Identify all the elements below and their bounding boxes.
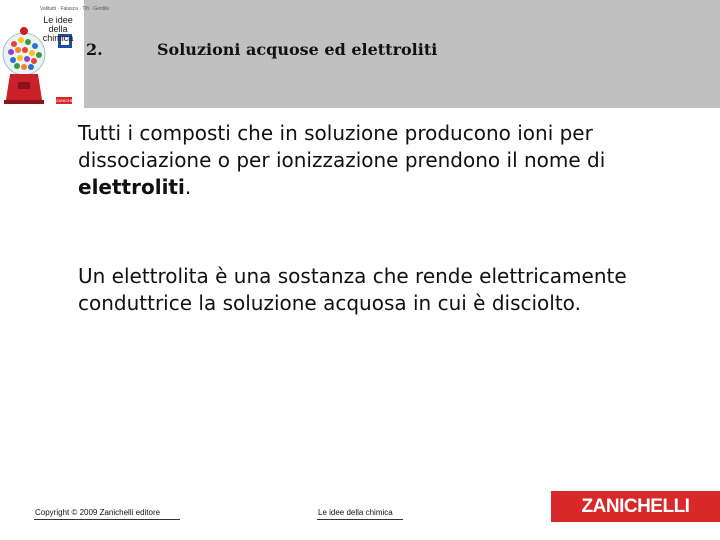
bold-term: elettroliti — [78, 175, 185, 199]
book-cover-image — [0, 0, 110, 108]
cover-authors: Valitutti · Falasca · Tifi · Gentile — [40, 6, 110, 12]
cover-title: Le idee della chimica — [42, 15, 74, 43]
paragraph-electrolytes-definition — [78, 120, 698, 201]
paragraph-text: Tutti i composti che in soluzione producono ioni per dissociazione o per ionizzazione prendono il nome di — [78, 121, 606, 172]
footer-divider-center — [317, 519, 403, 520]
paragraph-electrolyte-description: Un elettrolita è una sostanza che rende elettricamente conduttrice la soluzione acquosa in cui è disciolto. — [78, 264, 627, 315]
section-number: 2. — [86, 40, 103, 59]
publisher-logo: ZANICHELLI — [551, 491, 720, 522]
footer-book-name: Le idee della chimica — [318, 508, 393, 517]
footer-divider-left — [34, 519, 180, 520]
paragraph-period: . — [184, 175, 192, 199]
cover-publisher-logo: ZANICHELLI — [56, 98, 80, 103]
footer-copyright: Copyright © 2009 Zanichelli editore — [35, 508, 161, 517]
page-title: Soluzioni acquose ed elettroliti — [157, 40, 438, 59]
